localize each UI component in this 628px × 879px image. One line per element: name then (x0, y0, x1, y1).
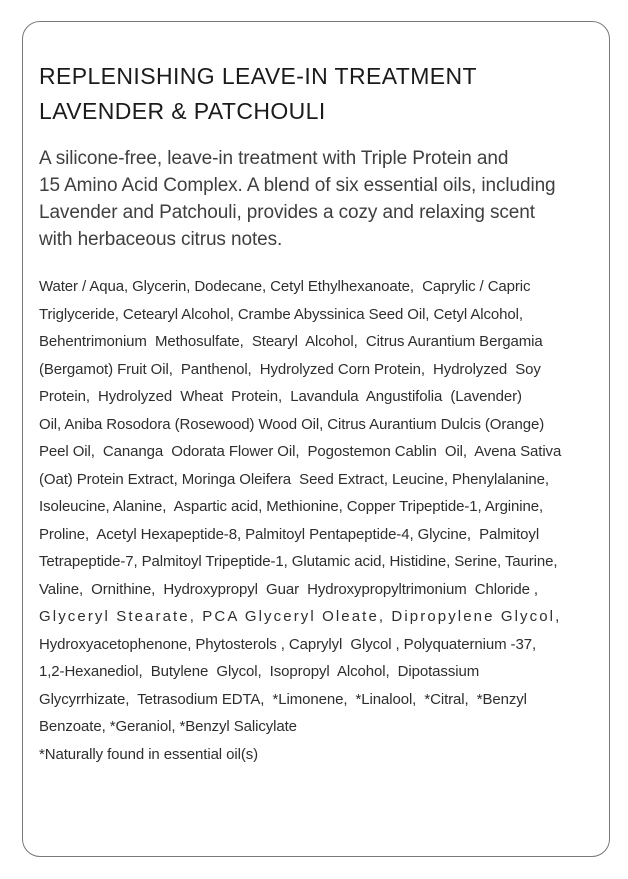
text-line: Protein, Hydrolyzed Wheat Protein, Lavandula Angustifolia (Lavender) (39, 388, 522, 405)
text-line: Glycyrrhizate, Tetrasodium EDTA, *Limonene, *Linalool, *Citral, *Benzyl (39, 690, 527, 708)
text-line: Benzoate, *Geraniol, *Benzyl Salicylate (39, 718, 297, 735)
text-line: Tetrapeptide-7, Palmitoyl Tripeptide-1, Glutamic acid, Histidine, Serine, Taurine, (39, 553, 558, 570)
ingredients-list (39, 273, 595, 741)
text-line: Lavender and Patchouli, provides a cozy and relaxing scent (39, 202, 535, 223)
text-line: Valine, Ornithine, Hydroxypropyl Guar Hydroxypropyltrimonium Chloride , (39, 580, 538, 598)
text-line: Hydroxyacetophenone, Phytosterols , Caprylyl Glycol , Polyquaternium -37, (39, 635, 537, 653)
text-line: LAVENDER & PATCHOULI (39, 98, 326, 124)
text-line: Triglyceride, Cetearyl Alcohol, Crambe Abyssinica Seed Oil, Cetyl Alcohol, (39, 305, 523, 323)
product-label-card (22, 21, 610, 857)
text-line: Peel Oil, Cananga Odorata Flower Oil, Pogostemon Cablin Oil, Avena Sativa (39, 443, 562, 460)
text-line: Behentrimonium Methosulfate, Stearyl Alcohol, Citrus Aurantium Bergamia (39, 333, 543, 350)
ingredients-footnote: *Naturally found in essential oil(s) (39, 745, 259, 763)
text-line: Proline, Acetyl Hexapeptide-8, Palmitoyl Pentapeptide-4, Glycine, Palmitoyl (39, 525, 540, 543)
product-description (39, 145, 595, 253)
text-line: (Bergamot) Fruit Oil, Panthenol, Hydrolyzed Corn Protein, Hydrolyzed Soy (39, 360, 541, 378)
text-line: 1,2-Hexanediol, Butylene Glycol, Isopropyl Alcohol, Dipotassium (39, 663, 480, 680)
product-title (39, 59, 595, 129)
text-line: A silicone-free, leave-in treatment with Triple Protein and (39, 148, 509, 169)
text-line: 15 Amino Acid Complex. A blend of six essential oils, including (39, 175, 556, 196)
text-line: REPLENISHING LEAVE-IN TREATMENT (39, 63, 477, 89)
text-line: Glyceryl Stearate, PCA Glyceryl Oleate, Dipropylene Glycol, (39, 608, 562, 625)
text-line: Water / Aqua, Glycerin, Dodecane, Cetyl Ethylhexanoate, Caprylic / Capric (39, 278, 531, 295)
text-line: (Oat) Protein Extract, Moringa Oleifera Seed Extract, Leucine, Phenylalanine, (39, 470, 549, 488)
text-line: with herbaceous citrus notes. (39, 229, 283, 250)
text-line: Isoleucine, Alanine, Aspartic acid, Methionine, Copper Tripeptide-1, Arginine, (39, 498, 544, 515)
text-line: Oil, Aniba Rosodora (Rosewood) Wood Oil, Citrus Aurantium Dulcis (Orange) (39, 415, 545, 433)
